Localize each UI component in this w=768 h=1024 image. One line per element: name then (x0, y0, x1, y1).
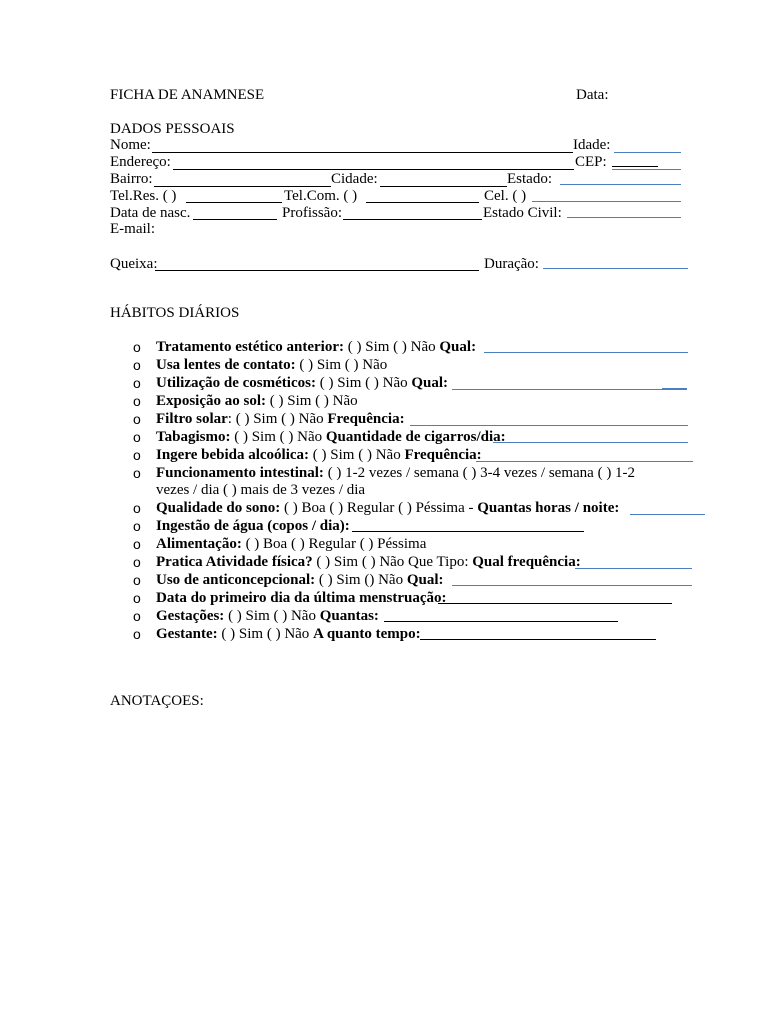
telres-label: Tel.Res. ( ) (110, 188, 177, 204)
habit-item-sublabel: Frequência: (327, 411, 405, 427)
telcom-label: Tel.Com. ( ) (284, 188, 358, 204)
duracao-field[interactable] (543, 268, 688, 269)
habit-item (156, 590, 447, 607)
estado-civil-field[interactable] (567, 217, 681, 218)
habit-item (156, 572, 444, 589)
habit-item-label: Ingestão de água (copos / dia): (156, 518, 350, 534)
habit-item (156, 447, 482, 464)
bullet-marker: o (133, 339, 141, 355)
habit-item-label: Alimentação: (156, 536, 242, 552)
habit-answer-field[interactable] (630, 514, 705, 515)
habit-item (156, 339, 476, 356)
habit-item-sublabel: Qual: (411, 375, 449, 391)
habit-answer-field[interactable] (575, 568, 692, 569)
bullet-marker: o (133, 500, 141, 516)
bullet-marker: o (133, 447, 141, 463)
cep-field[interactable] (612, 166, 658, 167)
cep-field-line (612, 169, 681, 170)
habit-item-options[interactable]: ( ) Sim ( ) Não (224, 608, 320, 624)
nasc-field[interactable] (193, 219, 277, 220)
cep-label: CEP: (575, 154, 607, 170)
habit-item-sublabel: Qual frequência: (472, 554, 581, 570)
habit-item-options[interactable]: ( ) Boa ( ) Regular ( ) Péssima (241, 536, 427, 552)
email-label: E-mail: (110, 221, 155, 237)
habit-item (156, 393, 358, 410)
habit-item-label: Pratica Atividade física? (156, 554, 313, 570)
habit-item-options[interactable]: ( ) 1-2 vezes / semana ( ) 3-4 vezes / semana ( ) 1-2 (323, 465, 636, 481)
nome-field[interactable] (152, 152, 573, 153)
habit-item-label: Utilização de cosméticos: (156, 375, 316, 391)
habit-item (156, 608, 379, 625)
nasc-label: Data de nasc. (110, 205, 191, 221)
habit-item-label: Tabagismo: (156, 429, 231, 445)
habit-item-label: Gestações: (156, 608, 225, 624)
habit-answer-field[interactable] (420, 639, 656, 640)
bullet-marker: o (133, 626, 141, 642)
habits-section-title: HÁBITOS DIÁRIOS (110, 305, 240, 321)
habit-item (156, 500, 619, 517)
idade-label: Idade: (573, 137, 611, 153)
bullet-marker: o (133, 590, 141, 606)
idade-field[interactable] (614, 152, 681, 153)
habit-answer-field[interactable] (438, 603, 672, 604)
bullet-marker: o (133, 608, 141, 624)
habit-item-label: Tratamento estético anterior: (156, 339, 344, 355)
habit-item-options[interactable]: ( ) Sim ( ) Não (309, 447, 405, 463)
cidade-label: Cidade: (331, 171, 378, 187)
bullet-marker: o (133, 572, 141, 588)
duracao-label: Duração: (484, 256, 539, 272)
habit-answer-field[interactable] (352, 531, 584, 532)
notes-title: ANOTAÇOES: (110, 693, 204, 709)
profissao-label: Profissão: (282, 205, 342, 221)
bullet-marker: o (133, 411, 141, 427)
bullet-marker: o (133, 536, 141, 552)
queixa-label: Queixa: (110, 256, 158, 272)
bullet-marker: o (133, 375, 141, 391)
bullet-marker: o (133, 357, 141, 373)
habit-item (156, 482, 365, 499)
bairro-field[interactable] (154, 186, 331, 187)
habit-item (156, 554, 581, 571)
habit-item-options[interactable]: ( ) Sim ( ) Não Que Tipo: (312, 554, 473, 570)
nome-label: Nome: (110, 137, 151, 153)
bairro-label: Bairro: (110, 171, 153, 187)
habit-item-sublabel: Qual: (406, 572, 444, 588)
estado-label: Estado: (507, 171, 552, 187)
bullet-marker: o (133, 429, 141, 445)
habit-item-label: Ingere bebida alcoólica: (156, 447, 310, 463)
cidade-field[interactable] (380, 186, 507, 187)
habit-answer-field[interactable] (484, 352, 688, 353)
habit-answer-field[interactable] (452, 389, 687, 390)
habit-item-options[interactable]: ( ) Sim ( ) Não (230, 429, 326, 445)
habit-item-sublabel: A quanto tempo: (313, 626, 421, 642)
habit-item-options[interactable]: ( ) Sim ( ) Não (343, 339, 440, 355)
habit-item-label: Funcionamento intestinal: (156, 465, 324, 481)
habit-item (156, 429, 506, 446)
telres-field[interactable] (186, 202, 282, 203)
habit-item (156, 411, 405, 428)
date-label: Data: (576, 87, 609, 103)
estado-civil-label: Estado Civil: (483, 205, 562, 221)
habit-item (156, 626, 421, 643)
habit-item-options[interactable]: ( ) Sim ( ) Não (217, 626, 314, 642)
bullet-marker: o (133, 554, 141, 570)
habit-item-sublabel: Quantas horas / noite: (477, 500, 620, 516)
habit-item-label: Gestante: (156, 626, 218, 642)
bullet-marker: o (133, 393, 141, 409)
habit-answer-field[interactable] (476, 461, 693, 462)
habit-item-label: Filtro solar (156, 411, 228, 427)
endereco-label: Endereço: (110, 154, 171, 170)
habit-answer-field[interactable] (452, 585, 692, 586)
habit-answer-field[interactable] (410, 425, 688, 426)
habit-item-options[interactable]: ( ) Sim ( ) Não (295, 357, 388, 373)
habit-item (156, 518, 350, 535)
estado-field[interactable] (560, 184, 681, 185)
queixa-field[interactable] (155, 270, 479, 271)
habit-answer-field[interactable] (662, 388, 687, 389)
habit-item (156, 536, 426, 553)
habit-item-options[interactable]: ( ) Boa ( ) Regular ( ) Péssima - (280, 500, 478, 516)
habit-item-options[interactable]: ( ) Sim () Não (315, 572, 407, 588)
habit-item-label: Uso de anticoncepcional: (156, 572, 316, 588)
profissao-field[interactable] (343, 219, 482, 220)
habit-item (156, 375, 448, 392)
habit-item-options[interactable]: vezes / dia ( ) mais de 3 vezes / dia (156, 482, 366, 498)
bullet-marker: o (133, 518, 141, 534)
habit-item-sublabel: Qual: (439, 339, 477, 355)
habit-item-label: Qualidade do sono: (156, 500, 281, 516)
habit-item-sublabel: Frequência: (404, 447, 482, 463)
personal-section-title: DADOS PESSOAIS (110, 121, 235, 137)
habit-item (156, 465, 635, 482)
telcom-field[interactable] (366, 202, 479, 203)
habit-item-options[interactable]: : ( ) Sim ( ) Não (227, 411, 328, 427)
form-title: FICHA DE ANAMNESE (110, 87, 265, 103)
habit-item-options[interactable]: ( ) Sim ( ) Não (315, 375, 412, 391)
habit-item-sublabel: Quantidade de cigarros/dia: (325, 429, 506, 445)
bullet-marker: o (133, 465, 141, 481)
habit-item-label: Exposição ao sol: (156, 393, 267, 409)
cel-label: Cel. ( ) (484, 188, 527, 204)
habit-item-options[interactable]: ( ) Sim ( ) Não (266, 393, 358, 409)
habit-answer-field[interactable] (384, 621, 618, 622)
cel-field[interactable] (532, 201, 681, 202)
habit-item (156, 357, 387, 374)
endereco-field[interactable] (173, 169, 574, 170)
habit-item-sublabel: Quantas: (319, 608, 379, 624)
habit-item-label: Data do primeiro dia da última menstruação: (156, 590, 447, 606)
habit-answer-field[interactable] (493, 442, 688, 443)
habit-item-label: Usa lentes de contato: (156, 357, 296, 373)
